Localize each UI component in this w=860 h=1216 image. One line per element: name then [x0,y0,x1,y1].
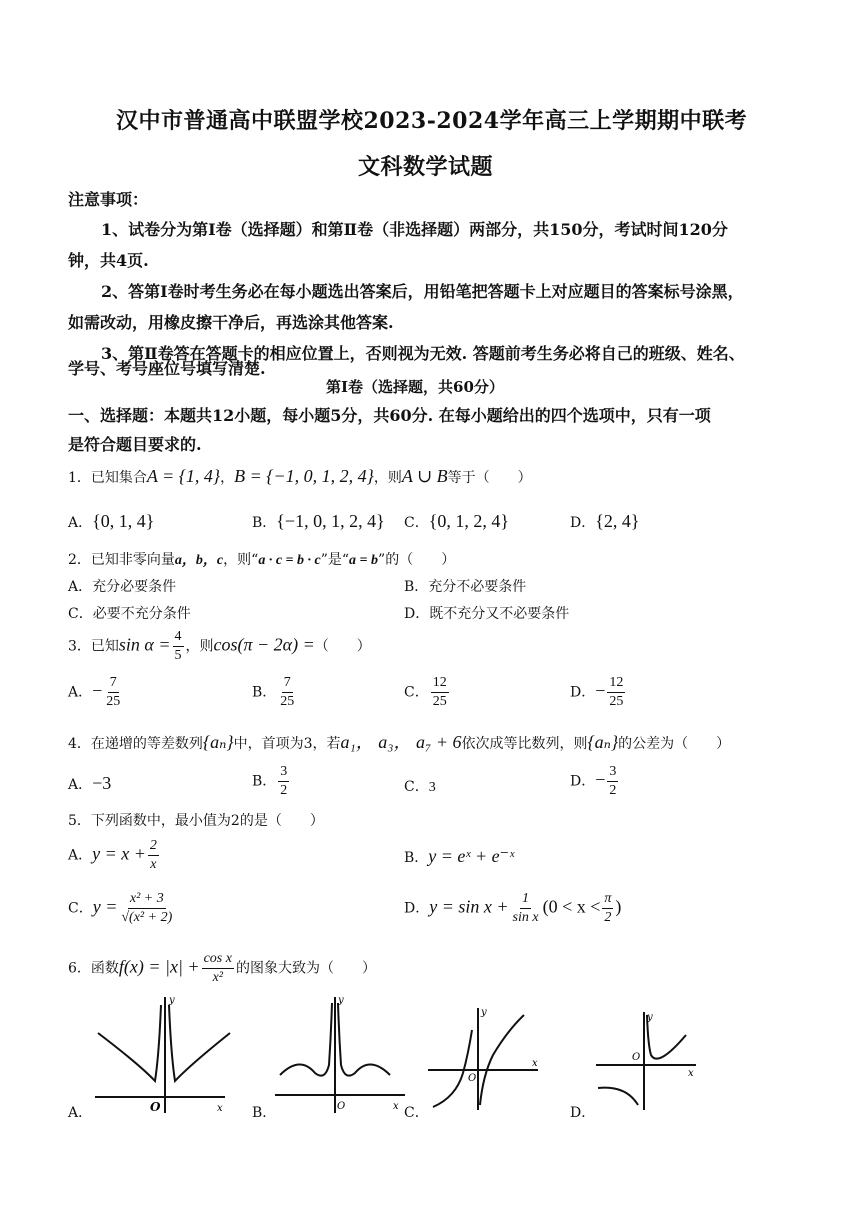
option-label: A． [68,777,93,793]
q3-den: 5 [174,648,182,663]
q4-stem: 4．在递增的等差数列 [68,736,203,752]
question-2-stem [68,549,455,569]
q4-terms: a₁， a₃， a₇ + 6 [340,732,462,752]
exam-title: 汉中市普通高中联盟学校2023-2024学年高三上学期期中联考 [116,108,748,134]
q6-graph-a[interactable] [95,995,235,1115]
q4-option-d-sign: − [595,769,606,790]
q2-option-c[interactable] [68,603,191,623]
q2-option-d[interactable] [404,603,569,623]
q6-graph-c[interactable] [428,1005,548,1125]
q3-option-a[interactable] [68,674,124,711]
q5-option-a-pre: y = x + [92,843,146,864]
frac-den: √(x² + 2) [121,910,173,925]
q2-option-a[interactable] [68,576,176,596]
frac-den: 25 [106,694,121,709]
q5-option-c-frac [119,890,174,927]
q2-stem-pre: 2．已知非零向量 [68,552,175,568]
q3-fraction [173,628,184,665]
q5-option-d-cond-pre: (0 < x < [542,896,601,917]
q3-option-a-sign: − [92,680,103,701]
option-label: C． [68,900,93,917]
option-label: A． [68,515,93,531]
frac-den: x² [212,970,223,985]
q4-option-b[interactable] [252,763,291,800]
q3-option-c[interactable] [404,674,451,711]
question-6-stem [68,950,376,987]
q2-option-b-text: 充分不必要条件 [428,579,527,595]
q1-option-a[interactable] [68,511,154,532]
q4-stem-2: 中，首项为3，若 [233,736,341,752]
q2-option-a-text: 充分必要条件 [92,579,177,595]
frac-num: 1 [520,890,531,909]
q1-option-c-value: {0, 1, 2, 4} [428,511,509,531]
frac-den: 2 [280,783,288,798]
frac-num: cos x [202,950,234,969]
notice-item-1: 1、试卷分为第Ⅰ卷（选择题）和第Ⅱ卷（非选择题）两部分，共150分，考试时间120分 [101,220,728,239]
q6-option-a[interactable]: A． [68,1105,93,1121]
option-label: D． [404,900,430,917]
option-label: B． [404,579,429,595]
q6-graph-b[interactable] [275,995,415,1115]
q2-option-c-text: 必要不充分条件 [92,606,191,622]
frac-den: 25 [280,694,295,709]
q5-option-d[interactable] [404,890,621,927]
frac-den: 25 [609,694,624,709]
q2-option-d-text: 既不充分又不必要条件 [429,606,570,622]
x-axis-label: x [532,1058,538,1069]
q3-option-a-frac [104,674,122,711]
q1-option-b[interactable] [252,511,385,532]
q1-option-d[interactable] [570,511,640,532]
frac-num: 12 [607,674,625,693]
q6-stem-end: 的图象大致为（ ） [235,960,376,977]
q2-condition-2: a = b [349,553,379,568]
q1-option-c[interactable] [404,511,509,532]
q2-stem-end: ”的（ ） [378,552,456,568]
frac-num: 7 [108,674,119,693]
q6-fraction [202,950,234,987]
q5-option-b[interactable] [404,846,514,867]
option-label: B． [252,684,277,701]
q6-fx: f(x) = |x| + [118,956,200,977]
q1-set-a: A = {1, 4} [146,466,221,486]
option-label: D． [570,515,596,531]
question-5-stem: 5．下列函数中，最小值为2的是（ ） [68,813,324,829]
option-label: C． [404,684,429,701]
option-label: B． [252,773,277,790]
frac-num: 7 [282,674,293,693]
q1-option-b-value: {−1, 0, 1, 2, 4} [276,511,385,531]
q3-option-b[interactable] [252,674,298,711]
option-label: D． [570,684,596,701]
option-label: C． [68,606,93,622]
q4-stem-3: 依次成等比数列，则 [461,736,588,752]
option-label: D． [404,606,430,622]
frac-num: 2 [148,837,159,856]
q5-option-d-pre: y = sin x + [429,896,509,917]
option-label: D． [570,773,596,790]
q2-condition-1: a · c = b · c [258,553,321,568]
frac-num: x² + 3 [128,890,166,909]
q4-option-c[interactable] [404,776,436,796]
q3-option-c-frac [431,674,449,711]
x-axis-label: x [217,1103,223,1114]
frac-den: sin x [512,910,539,925]
q6-stem-pre: 6．函数 [68,960,119,977]
q2-option-b[interactable] [404,576,526,596]
x-axis-label: x [688,1068,694,1079]
frac-num: 3 [607,763,618,782]
q4-option-b-frac [278,763,289,800]
q1-stem-end: 等于（ ） [447,470,532,486]
option-label: A． [68,847,93,864]
frac-den: x [150,857,157,872]
q5-option-a[interactable] [68,837,161,874]
q3-expr: cos(π − 2α) = [213,634,315,655]
q3-sin: sin α = [118,634,171,655]
q1-stem-pre: 1．已知集合 [68,470,147,486]
origin-label: O [337,1101,346,1112]
frac-num: 3 [278,763,289,782]
q4-seq-2: {aₙ} [587,732,619,752]
q4-option-a-value: −3 [92,773,112,793]
q5-option-c[interactable] [68,890,176,927]
q6-option-c[interactable]: C． [404,1105,429,1121]
q1-union: A ∪ B [401,466,448,486]
origin-label: O [632,1052,641,1063]
q2-vectors: a，b，c [174,553,224,568]
q3-option-b-frac [278,674,296,711]
q4-seq: {aₙ} [202,732,234,752]
option-label: C． [404,779,429,795]
option-label: C． [404,515,429,531]
q3-num: 4 [173,628,184,647]
q6-option-b[interactable]: B． [252,1105,277,1121]
frac-num: π [602,890,613,909]
question-4-stem [68,728,730,754]
q2-stem-mid2: ”是“ [320,552,350,568]
question-1-stem [68,466,532,487]
frac-den: 25 [432,694,447,709]
q3-option-d[interactable] [570,674,627,711]
q3-option-d-frac [607,674,625,711]
q4-stem-end: 的公差为（ ） [618,736,731,752]
notice-item-3: 3、第Ⅱ卷答在答题卡的相应位置上，否则视为无效. 答题前考生务必将自己的班级、姓名、 [101,344,745,363]
q4-option-d-frac [607,763,618,800]
y-axis-label: y [481,1007,487,1018]
y-axis-label: y [338,995,344,1006]
origin-label: O [150,1100,161,1114]
q5-option-a-frac [148,837,159,874]
origin-label: O [468,1073,477,1084]
frac-den: 2 [609,783,617,798]
y-axis-label: y [169,995,175,1006]
y-axis-label: y [647,1012,653,1023]
q6-graph-d[interactable] [596,1010,706,1120]
q2-stem-mid: ，则“ [223,552,259,568]
q3-option-d-sign: − [595,680,606,701]
exam-subtitle: 文科数学试题 [358,154,494,180]
q1-option-d-value: {2, 4} [595,511,640,531]
question-3-stem [68,628,371,665]
notice-item-1-cont: 钟，共4页. [68,251,149,270]
part1-title: 第Ⅰ卷（选择题，共60分） [326,378,504,396]
q5-option-c-pre: y = [92,896,118,917]
option-label: B． [404,850,429,866]
option-label: B． [252,515,277,531]
q1-set-b: B = {−1, 0, 1, 2, 4} [234,466,374,486]
q3-stem-end: （ ） [314,638,371,655]
option-label: A． [68,579,93,595]
section1-heading: 一、选择题：本题共12小题，每小题5分，共60分. 在每小题给出的四个选项中，只有一项 [68,406,711,425]
q5-option-d-cond-frac [602,890,613,927]
q1-stem-post: ，则 [373,470,402,486]
q6-option-d[interactable]: D． [570,1105,596,1121]
notice-item-3-cont: 学号、考号座位号填写清楚. [68,359,266,378]
x-axis-label: x [393,1101,399,1112]
q4-option-c-value: 3 [428,780,436,795]
section1-heading-cont: 是符合题目要求的. [68,435,202,454]
q5-option-d-frac [511,890,541,927]
q4-option-a[interactable] [68,773,111,794]
q5-option-b-expr: y = eˣ + e⁻ˣ [428,846,515,866]
q3-stem-mid: ，则 [185,638,214,655]
q1-sep: ， [220,470,235,486]
notice-item-2: 2、答第Ⅰ卷时考生务必在每小题选出答案后，用铅笔把答题卡上对应题目的答案标号涂黑， [101,282,744,301]
q3-stem-pre: 3．已知 [68,638,119,655]
q5-option-d-cond-post: ) [615,896,622,917]
q1-option-a-value: {0, 1, 4} [92,511,155,531]
q4-option-d[interactable] [570,763,620,800]
notice-item-2-cont: 如需改动，用橡皮擦干净后，再选涂其他答案. [68,313,394,332]
frac-num: 12 [431,674,449,693]
notice-heading: 注意事项： [68,190,149,209]
option-label: A． [68,684,93,701]
frac-den: 2 [604,910,612,925]
